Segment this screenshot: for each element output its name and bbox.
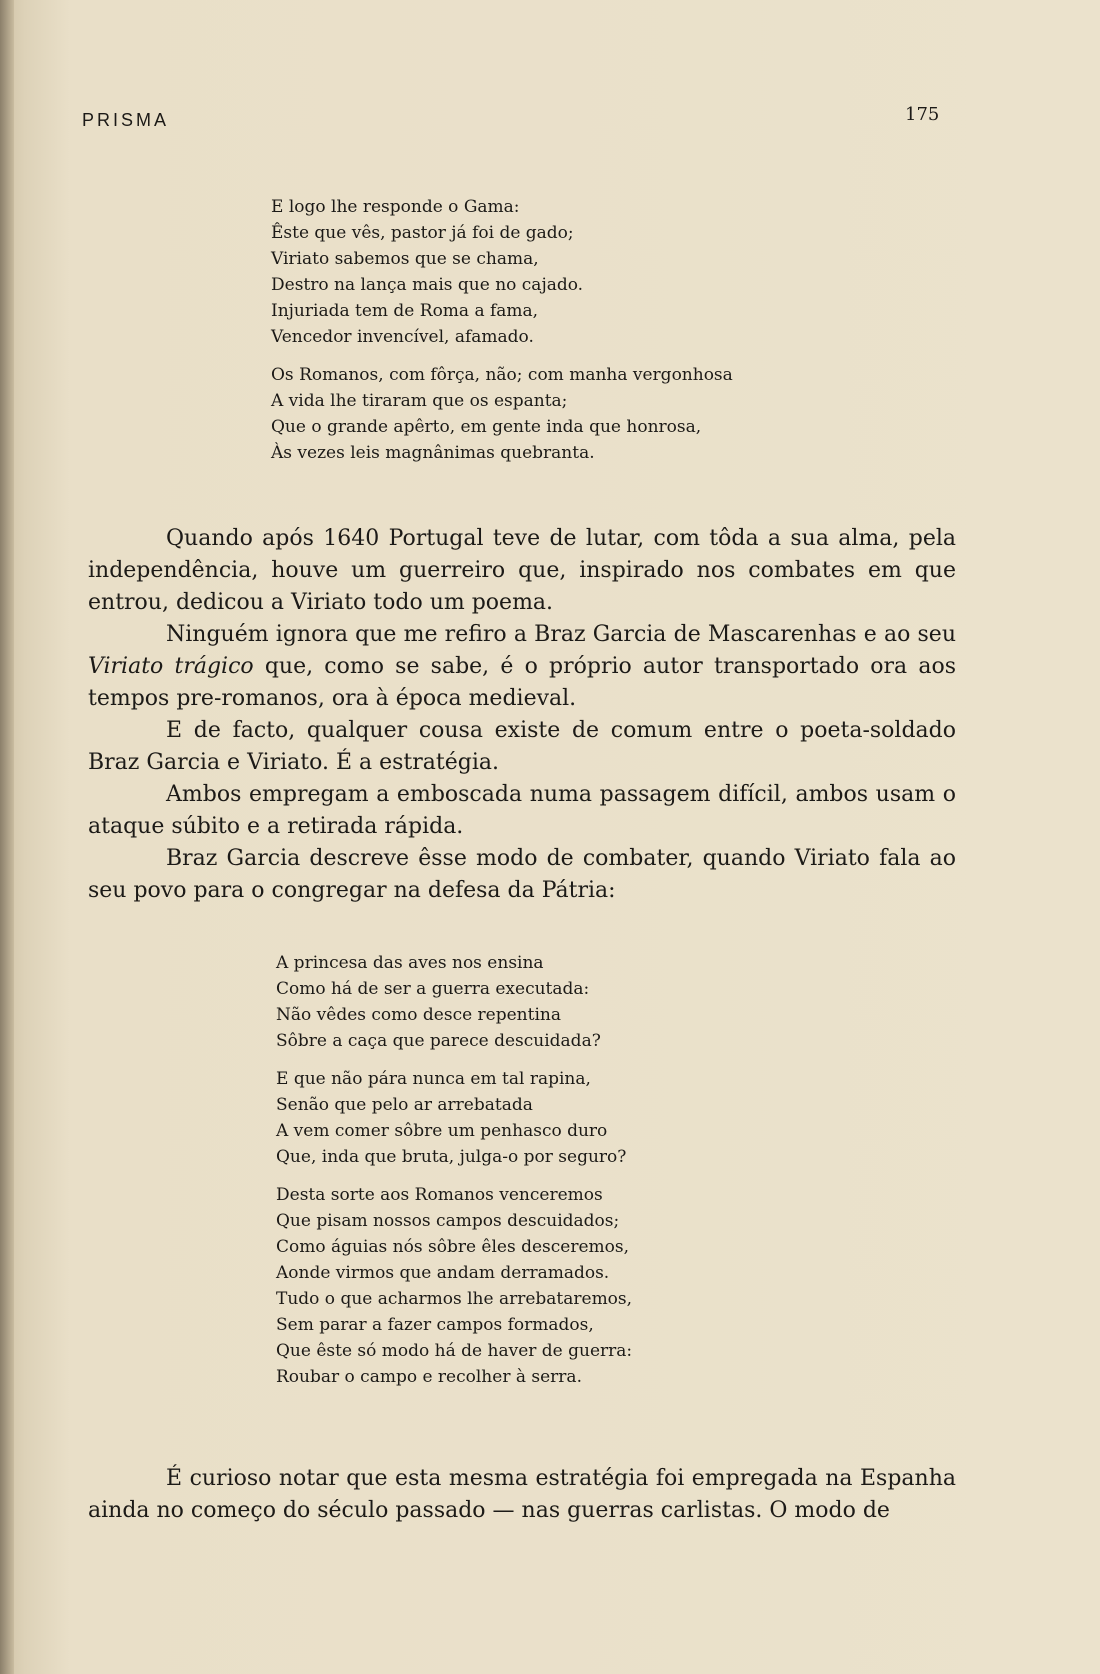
verse-line: Desta sorte aos Romanos venceremos — [276, 1185, 603, 1205]
running-title: PRISMA — [82, 110, 170, 130]
verse-quote-1 — [271, 194, 733, 466]
verse-line: Senão que pelo ar arrebatada — [276, 1095, 533, 1115]
stanza-gap — [271, 350, 733, 362]
verse-line: Êste que vês, pastor já foi de gado; — [271, 223, 574, 243]
paragraph-text: Ninguém ignora que me refiro a Braz Garcia de Mascarenhas e ao seu — [166, 622, 956, 647]
verse-line: A vem comer sôbre um penhasco duro — [276, 1121, 608, 1141]
verse-quote-2 — [276, 950, 632, 1390]
verse-line: Como há de ser a guerra executada: — [276, 979, 590, 999]
paragraph: E de facto, qualquer cousa existe de comum entre o poeta-soldado Braz Garcia e Viriato. É a estratégia. — [88, 718, 956, 775]
paragraph: Ambos empregam a emboscada numa passagem difícil, ambos usam o ataque súbito e a retirada rápida. — [88, 782, 956, 839]
verse-line: Sem parar a fazer campos formados, — [276, 1315, 594, 1335]
verse-line: E que não pára nunca em tal rapina, — [276, 1069, 591, 1089]
verse-line: Às vezes leis magnânimas quebranta. — [271, 443, 595, 463]
verse-line: Não vêdes como desce repentina — [276, 1005, 561, 1025]
verse-line: Destro na lança mais que no cajado. — [271, 275, 584, 295]
verse-line: Que o grande apêrto, em gente inda que honrosa, — [271, 417, 702, 437]
verse-line: Sôbre a caça que parece descuidada? — [276, 1031, 601, 1051]
paragraph — [88, 619, 956, 715]
stanza-gap — [276, 1170, 632, 1182]
verse-line: Que pisam nossos campos descuidados; — [276, 1211, 620, 1231]
verse-line: Como águias nós sôbre êles desceremos, — [276, 1237, 630, 1257]
verse-line: A princesa das aves nos ensina — [276, 953, 544, 973]
paragraph: Quando após 1640 Portugal teve de lutar, com tôda a sua alma, pela independência, houve um guerreiro que, inspirado nos combates em que entrou, dedicou a Viriato todo um poema. — [88, 526, 956, 615]
verse-line: E logo lhe responde o Gama: — [271, 197, 520, 217]
page-number: 175 — [905, 104, 940, 125]
verse-line: Injuriada tem de Roma a fama, — [271, 301, 539, 321]
prose-section-2 — [88, 1463, 956, 1527]
prose-section-1 — [88, 523, 956, 907]
verse-line: Que êste só modo há de haver de guerra: — [276, 1341, 633, 1361]
work-title-italic: Viriato trágico — [88, 654, 254, 679]
verse-line: Os Romanos, com fôrça, não; com manha vergonhosa — [271, 365, 733, 385]
paragraph: É curioso notar que esta mesma estratégia foi empregada na Espanha ainda no começo do século passado — nas guerras carlistas. O modo de — [88, 1466, 956, 1523]
verse-line: Viriato sabemos que se chama, — [271, 249, 539, 269]
verse-line: Roubar o campo e recolher à serra. — [276, 1367, 582, 1387]
stanza-gap — [276, 1054, 632, 1066]
verse-line: A vida lhe tiraram que os espanta; — [271, 391, 568, 411]
verse-line: Aonde virmos que andam derramados. — [276, 1263, 610, 1283]
verse-line: Tudo o que acharmos lhe arrebataremos, — [276, 1289, 633, 1309]
book-spine-shadow — [0, 0, 14, 1674]
paragraph: Braz Garcia descreve êsse modo de combater, quando Viriato fala ao seu povo para o congregar na defesa da Pátria: — [88, 846, 956, 903]
verse-line: Vencedor invencível, afamado. — [271, 327, 534, 347]
paragraph-text: que, como se sabe, é o próprio autor transportado ora aos tempos pre-romanos, ora à época medieval. — [88, 654, 956, 711]
verse-line: Que, inda que bruta, julga-o por seguro? — [276, 1147, 627, 1167]
